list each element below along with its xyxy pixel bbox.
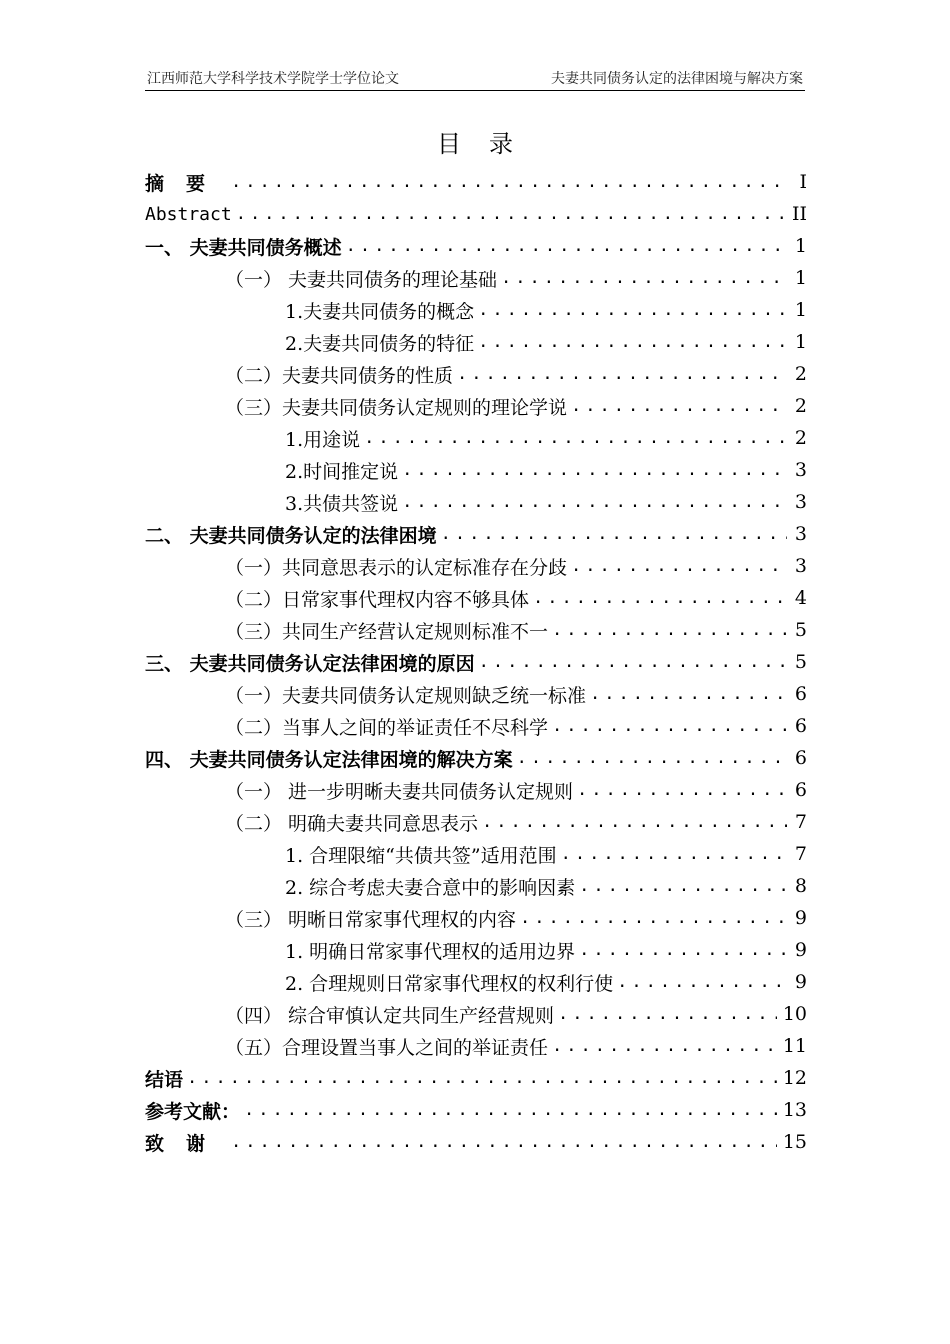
toc-entry[interactable]: [145, 1030, 807, 1062]
toc-entry-label: （一） 夫妻共同债务的理论基础: [225, 268, 498, 291]
toc-leader: [561, 844, 787, 864]
toc-entry-label: （三）夫妻共同债务认定规则的理论学说: [225, 396, 568, 419]
toc-leader: [479, 652, 787, 672]
toc-entry-label: Abstract: [145, 203, 232, 225]
toc-entry[interactable]: [145, 230, 807, 262]
table-of-contents: [145, 166, 807, 1158]
toc-entry-page: 5: [794, 619, 807, 641]
toc-leader: [577, 780, 787, 800]
toc-entry-label: （一） 进一步明晰夫妻共同债务认定规则: [225, 780, 574, 803]
toc-leader: [441, 524, 787, 544]
toc-entry-label: （二）当事人之间的举证责任不尽科学: [225, 716, 549, 739]
toc-entry[interactable]: [145, 294, 807, 326]
toc-leader: [571, 396, 787, 416]
toc-entry-page: 15: [782, 1131, 807, 1153]
toc-entry-page: 7: [794, 843, 807, 865]
toc-entry-label: （四） 综合审慎认定共同生产经营规则: [225, 1004, 555, 1027]
toc-entry[interactable]: [145, 614, 807, 646]
toc-entry[interactable]: [145, 262, 807, 294]
toc-entry-page: 1: [794, 299, 807, 321]
toc-leader: [402, 492, 787, 512]
toc-entry[interactable]: [145, 198, 807, 230]
toc-entry[interactable]: [145, 358, 807, 390]
toc-entry[interactable]: [145, 678, 807, 710]
toc-entry-page: 1: [794, 331, 807, 353]
toc-entry-label: （三） 明晰日常家事代理权的内容: [225, 908, 517, 931]
page-header: [145, 66, 805, 91]
toc-title: 目录: [437, 130, 541, 158]
toc-leader: [617, 972, 787, 992]
toc-entry[interactable]: [145, 486, 807, 518]
toc-entry-page: 3: [794, 491, 807, 513]
toc-leader: [579, 940, 787, 960]
toc-entry-page: 10: [782, 1003, 807, 1025]
toc-entry-label: （一）夫妻共同债务认定规则缺乏统一标准: [225, 684, 587, 707]
toc-entry-label: （二）日常家事代理权内容不够具体: [225, 588, 530, 611]
toc-entry-page: 4: [794, 587, 807, 609]
toc-entry-page: 3: [794, 555, 807, 577]
toc-entry[interactable]: [145, 582, 807, 614]
toc-leader: [552, 620, 787, 640]
toc-entry-label: 1.用途说: [285, 428, 361, 451]
toc-entry-page: 9: [794, 971, 807, 993]
toc-entry-label: 三、 夫妻共同债务认定法律困境的原因: [145, 652, 475, 675]
toc-entry[interactable]: [145, 1062, 807, 1094]
toc-entry[interactable]: [145, 166, 807, 198]
toc-entry-page: 5: [794, 651, 807, 673]
toc-entry[interactable]: [145, 1126, 807, 1158]
toc-entry-page: 6: [794, 747, 807, 769]
toc-leader: [552, 716, 787, 736]
toc-entry-page: 2: [794, 363, 807, 385]
toc-entry-page: 9: [794, 939, 807, 961]
toc-entry[interactable]: [145, 838, 807, 870]
toc-entry-label: 1.夫妻共同债务的概念: [285, 300, 475, 323]
toc-entry-label: 1. 明确日常家事代理权的适用边界: [285, 940, 576, 963]
toc-entry[interactable]: [145, 326, 807, 358]
toc-entry-label: （五）合理设置当事人之间的举证责任: [225, 1036, 549, 1059]
toc-entry-page: 7: [794, 811, 807, 833]
toc-entry[interactable]: [145, 518, 807, 550]
toc-leader: [579, 876, 787, 896]
toc-entry-page: 6: [794, 779, 807, 801]
toc-entry-page: 8: [794, 875, 807, 897]
toc-entry-page: 1: [794, 235, 807, 257]
toc-entry-page: II: [791, 203, 807, 225]
toc-entry-page: 11: [782, 1035, 807, 1057]
toc-leader: [402, 460, 787, 480]
toc-entry-label: （二）夫妻共同债务的性质: [225, 364, 454, 387]
toc-entry-label: 致谢: [145, 1132, 228, 1155]
toc-leader: [236, 204, 786, 224]
toc-entry[interactable]: [145, 422, 807, 454]
toc-leader: [517, 748, 787, 768]
toc-entry-page: 2: [794, 427, 807, 449]
toc-entry-label: 结语: [145, 1068, 184, 1091]
toc-entry-page: 1: [794, 267, 807, 289]
toc-entry[interactable]: [145, 998, 807, 1030]
toc-entry-label: 2.时间推定说: [285, 460, 399, 483]
toc-leader: [482, 812, 787, 832]
toc-entry-label: （三）共同生产经营认定规则标准不一: [225, 620, 549, 643]
toc-entry[interactable]: [145, 870, 807, 902]
toc-entry-label: 二、 夫妻共同债务认定的法律困境: [145, 524, 437, 547]
toc-entry-label: 3.共债共签说: [285, 492, 399, 515]
toc-entry[interactable]: [145, 710, 807, 742]
toc-entry-page: 12: [782, 1067, 807, 1089]
toc-entry-label: 参考文献：: [145, 1100, 241, 1123]
toc-leader: [231, 1132, 777, 1152]
toc-entry-page: 3: [794, 459, 807, 481]
toc-entry[interactable]: [145, 966, 807, 998]
toc-entry-page: 9: [794, 907, 807, 929]
toc-entry-label: 一、 夫妻共同债务概述: [145, 236, 342, 259]
toc-entry[interactable]: [145, 550, 807, 582]
toc-entry-page: 6: [794, 715, 807, 737]
toc-leader: [501, 268, 787, 288]
toc-leader: [244, 1100, 777, 1120]
toc-entry-page: 2: [794, 395, 807, 417]
toc-entry[interactable]: [145, 934, 807, 966]
toc-leader: [346, 236, 787, 256]
toc-entry-label: （一）共同意思表示的认定标准存在分歧: [225, 556, 568, 579]
header-thesis-title: 夫妻共同债务认定的法律困境与解决方案: [551, 71, 803, 87]
toc-leader: [552, 1036, 777, 1056]
toc-leader: [478, 300, 787, 320]
toc-entry-page: I: [799, 171, 807, 193]
toc-leader: [187, 1068, 777, 1088]
toc-leader: [231, 172, 787, 192]
toc-entry[interactable]: [145, 390, 807, 422]
toc-leader: [590, 684, 787, 704]
toc-entry[interactable]: [145, 806, 807, 838]
toc-leader: [457, 364, 787, 384]
toc-entry-label: 四、 夫妻共同债务认定法律困境的解决方案: [145, 748, 513, 771]
toc-leader: [533, 588, 787, 608]
toc-entry[interactable]: [145, 742, 807, 774]
toc-entry-page: 6: [794, 683, 807, 705]
toc-leader: [520, 908, 787, 928]
toc-entry-label: （二） 明确夫妻共同意思表示: [225, 812, 479, 835]
toc-entry[interactable]: [145, 646, 807, 678]
toc-leader: [478, 332, 787, 352]
toc-entry-label: 2.夫妻共同债务的特征: [285, 332, 475, 355]
toc-entry[interactable]: [145, 774, 807, 806]
toc-entry-page: 3: [794, 523, 807, 545]
toc-entry[interactable]: [145, 1094, 807, 1126]
toc-entry[interactable]: [145, 454, 807, 486]
toc-entry-label: 2. 综合考虑夫妻合意中的影响因素: [285, 876, 576, 899]
toc-entry-label: 摘要: [145, 172, 228, 195]
toc-leader: [571, 556, 787, 576]
toc-entry-page: 13: [782, 1099, 807, 1121]
toc-entry-label: 2. 合理规则日常家事代理权的权利行使: [285, 972, 614, 995]
toc-entry[interactable]: [145, 902, 807, 934]
toc-leader: [558, 1004, 777, 1024]
toc-entry-label: 1. 合理限缩“共债共签”适用范围: [285, 844, 557, 867]
toc-leader: [364, 428, 787, 448]
header-school: 江西师范大学科学技术学院学士学位论文: [147, 71, 399, 87]
